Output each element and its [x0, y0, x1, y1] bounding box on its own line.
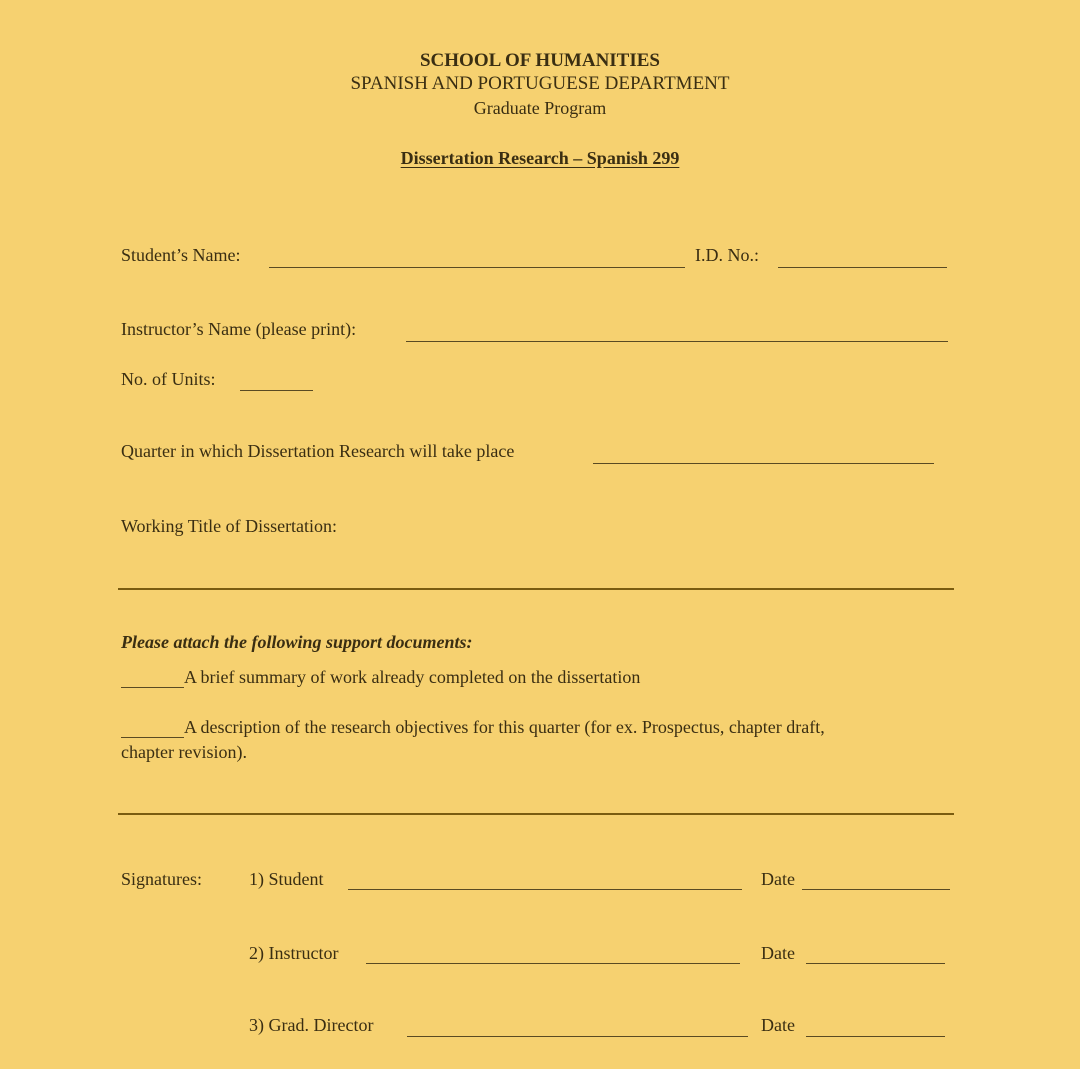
quarter-label: Quarter in which Dissertation Research will take place: [121, 441, 515, 461]
student-name-label: Student’s Name:: [121, 245, 241, 265]
objectives-item-cont: chapter revision).: [121, 742, 247, 762]
form-title-text: Dissertation Research – Spanish 299: [400, 148, 680, 168]
instructor-name-field[interactable]: [406, 341, 948, 342]
section-divider: [118, 813, 954, 815]
units-label: No. of Units:: [121, 369, 216, 389]
director-signature-field[interactable]: [407, 1036, 748, 1037]
student-name-field[interactable]: [269, 267, 685, 268]
instructor-date-field[interactable]: [806, 963, 945, 964]
instructor-date-label: Date: [761, 943, 795, 963]
instructor-name-label: Instructor’s Name (please print):: [121, 319, 357, 339]
quarter-field[interactable]: [593, 463, 934, 464]
id-no-field[interactable]: [778, 267, 947, 268]
summary-check-field[interactable]: [121, 687, 184, 688]
signatures-label: Signatures:: [121, 869, 202, 889]
section-divider: [118, 588, 954, 590]
department-heading: SPANISH AND PORTUGUESE DEPARTMENT: [350, 73, 730, 94]
student-date-field[interactable]: [802, 889, 950, 890]
program-heading: Graduate Program: [473, 98, 607, 118]
support-docs-heading: Please attach the following support documents:: [121, 632, 473, 652]
units-field[interactable]: [240, 390, 313, 391]
objectives-check-field[interactable]: [121, 737, 184, 738]
summary-item: A brief summary of work already completed on the dissertation: [184, 667, 641, 687]
form-title: [0, 148, 1080, 169]
director-signature-label: 3) Grad. Director: [249, 1015, 374, 1035]
student-signature-field[interactable]: [348, 889, 742, 890]
school-heading: SCHOOL OF HUMANITIES: [419, 50, 660, 71]
director-date-field[interactable]: [806, 1036, 945, 1037]
instructor-signature-field[interactable]: [366, 963, 740, 964]
working-title-label: Working Title of Dissertation:: [121, 516, 338, 536]
id-no-label: I.D. No.:: [695, 245, 759, 265]
instructor-signature-label: 2) Instructor: [249, 943, 339, 963]
student-signature-label: 1) Student: [249, 869, 324, 889]
student-date-label: Date: [761, 869, 795, 889]
director-date-label: Date: [761, 1015, 795, 1035]
objectives-item: A description of the research objectives for this quarter (for ex. Prospectus, chapter draft,: [184, 717, 825, 737]
